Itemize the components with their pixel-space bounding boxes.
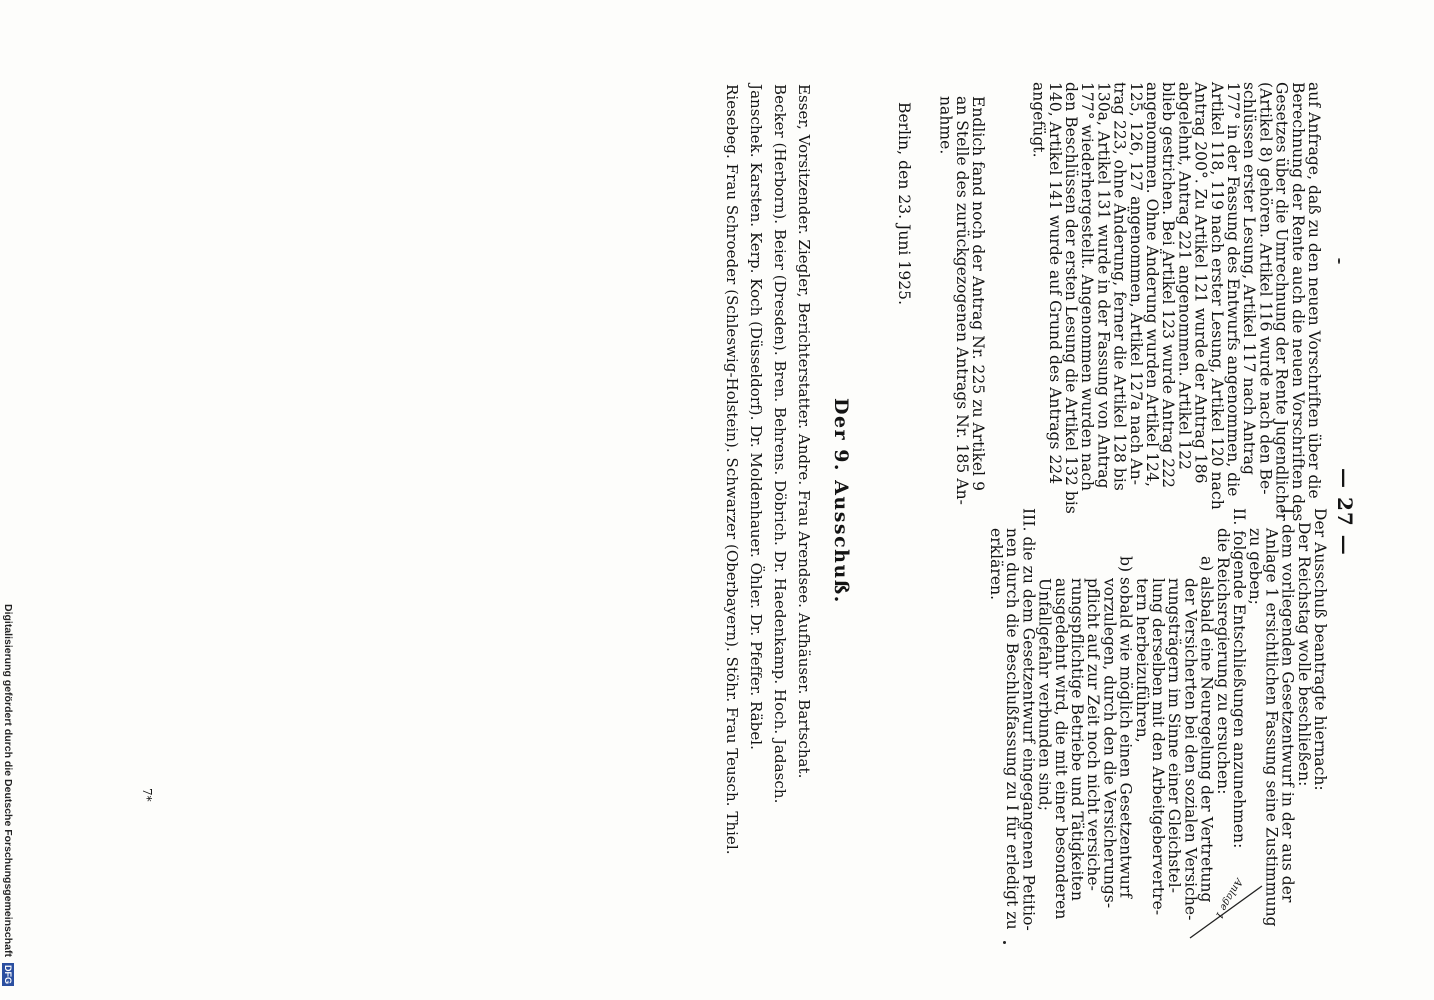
text-line: den Beschlüssen der ersten Lesung die Artikel 132 bis — [1061, 82, 1080, 514]
text-line: die Reichsregierung zu ersuchen: — [1213, 528, 1232, 795]
digitization-text: Digitalisierung gefördert durch die Deutsche Forschungsgemeinschaft — [2, 604, 14, 957]
sheet-number: 7* — [140, 788, 154, 802]
text-line: Gesetzes über die Umrechnung der Rente Jugendlicher — [1272, 82, 1291, 521]
text-line: III. die zu dem Gesetzentwurf eingegangenen Petitio- — [1019, 508, 1038, 931]
text-line: trag 223, ohne Änderung, ferner die Artikel 128 bis — [1110, 82, 1129, 491]
text-line: angefügt. — [1029, 82, 1048, 158]
text-line: auf Anfrage, daß zu den neuen Vorschriften über die — [1305, 82, 1323, 499]
text-line: Artikel 118, 119 nach erster Lesung, Artikel 120 nach — [1207, 82, 1226, 510]
members-line: Riesebeg. Frau Schroeder (Schleswig-Holstein). Schwarzer (Oberbayern). Stöhr. Frau Teusch. Thiel. — [723, 84, 741, 855]
text-line: Der Reichstag wolle beschließen: — [1294, 522, 1313, 787]
text-line: an Stelle des zurückgezogenen Antrags Nr. 185 An- — [952, 96, 971, 505]
committee-heading: Der 9. Ausschuß. — [830, 398, 852, 604]
text-line: blieb gestrichen. Bei Artikel 123 wurde Antrag 222 — [1159, 82, 1178, 489]
text-line: rungsträgern im Sinne einer Gleichstel- — [1165, 578, 1184, 894]
text-line: Endlich fand noch der Antrag Nr. 225 zu Artikel 9 — [969, 96, 987, 492]
text-line: nahme. — [936, 96, 955, 155]
text-line: 130a, Artikel 131 wurde in der Fassung von Antrag — [1094, 82, 1113, 489]
text-line: Anlage 1 ersichtlichen Fassung seine Zustimmung — [1262, 528, 1281, 927]
dfg-logo: DFG — [3, 964, 13, 984]
text-line: der Versicherten bei den sozialen Versiche- — [1181, 578, 1200, 921]
text-line: II. folgende Entschließungen anzunehmen: — [1229, 508, 1248, 849]
text-line: I. dem vorliegenden Gesetzentwurf in der aus der — [1278, 508, 1297, 903]
text-line: vorzulegen, durch den die Versicherungs- — [1100, 578, 1119, 909]
digitization-note — [2, 604, 14, 986]
text-line: 177° in der Fassung des Entwurfs angenommen, die — [1223, 82, 1242, 497]
text-line: Unfallgefahr verbunden sind; — [1035, 578, 1054, 811]
members-line: Becker (Herborn). Beier (Dresden). Bren. Behrens. Döbrich. Dr. Haedenkamp. Hoch. Jadasch. — [771, 84, 789, 804]
speck-mark — [1338, 258, 1340, 264]
text-line: 125, 126, 127 angenommen, Artikel 127a nach An- — [1126, 82, 1145, 485]
members-list — [716, 84, 816, 884]
text-line: erklären. — [986, 528, 1005, 601]
text-line: zu geben; — [1246, 528, 1265, 605]
members-line: Janschek. Karsten. Kerp. Koch (Düsseldorf). Dr. Moldenhauer. Öhler. Dr. Pfeffer. Räbel. — [747, 84, 765, 750]
text-line: abgelehnt, Antrag 221 angenommen. Artikel 122 — [1175, 82, 1194, 470]
text-line: rungspflichtige Betriebe und Tätigkeiten — [1067, 578, 1086, 902]
text-line: 177° wiederhergestellt. Angenommen wurden nach — [1078, 82, 1097, 492]
text-line: a) alsbald eine Neuregelung der Vertretung — [1197, 556, 1216, 903]
text-line: pflicht auf zur Zeit noch nicht versiche- — [1084, 578, 1103, 891]
right-column — [928, 508, 1328, 948]
text-line: Der Ausschuß beantragte hiernach: — [1311, 508, 1329, 791]
text-line: Antrag 200°. Zu Artikel 121 wurde der Antrag 186 — [1191, 82, 1210, 484]
speck-mark — [1003, 941, 1006, 944]
anlage-label: Anlage 1 — [1212, 876, 1245, 921]
text-line: Berechnung der Rente auch die neuen Vorschriften des — [1288, 82, 1307, 522]
text-line: ausgedehnt wird, die mit einer besonderen — [1051, 578, 1070, 920]
text-line: b) sobald wie möglich einen Gesetzentwurf — [1116, 556, 1135, 899]
date-line: Berlin, den 23. Juni 1925. — [895, 102, 913, 306]
page-number: — 27 — — [1333, 468, 1357, 556]
text-line: tern herbeizuführen, — [1132, 578, 1151, 743]
text-line: angenommen. Ohne Änderung wurden Artikel 124, — [1142, 82, 1161, 487]
members-line: Esser, Vorsitzender. Ziegler, Berichterstatter. Andre. Frau Arendsee. Aufhäuser. Bartschat. — [795, 84, 813, 779]
text-line: lung derselben mit den Arbeitgebervertre- — [1148, 578, 1167, 916]
text-line: nen durch die Beschlußfassung zu I für erledigt zu — [1003, 528, 1022, 930]
text-line: 140, Artikel 141 wurde auf Grund des Antrags 224 — [1045, 82, 1064, 485]
text-line: (Artikel 8) gehören. Artikel 116 wurde nach den Be- — [1256, 82, 1275, 495]
text-line: schlüssen erster Lesung, Artikel 117 nach Antrag — [1240, 82, 1259, 475]
